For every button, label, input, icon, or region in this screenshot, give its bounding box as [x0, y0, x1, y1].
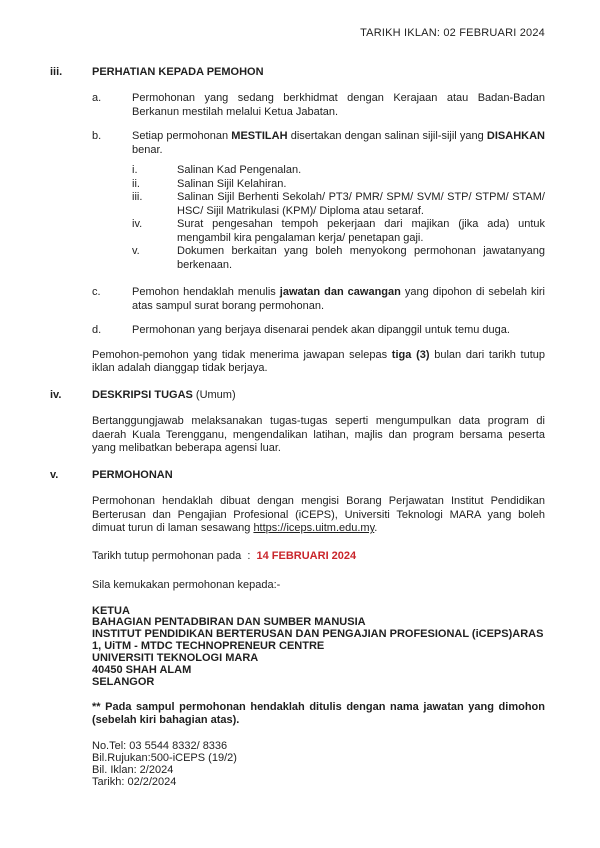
sublist-item	[132, 191, 545, 218]
item-c	[92, 286, 545, 313]
address-line: UNIVERSITI TEKNOLOGI MARA	[92, 652, 259, 665]
application-body	[92, 495, 545, 536]
item-c-post: yang dipohon di sebelah kiri atas sampul surat borang permohonan.	[132, 286, 545, 312]
address-line: SELANGOR	[92, 675, 155, 688]
section-application-heading	[50, 469, 545, 483]
sublist-item-label: i.	[132, 164, 138, 176]
item-c-bold: jawatan dan cawangan	[279, 286, 401, 298]
item-d-label: d.	[92, 324, 102, 336]
sublist-item-text: Salinan Kad Pengenalan.	[177, 164, 302, 176]
application-body-post: .	[374, 522, 378, 534]
iceps-website-link[interactable]: https://iceps.uitm.edu.my	[253, 522, 375, 534]
envelope-note: ** Pada sampul permohonan hendaklah ditulis dengan nama jawatan yang dimohon (sebelah kiri bahagian atas).	[92, 700, 545, 727]
footer-line: No.Tel: 03 5544 8332/ 8336	[92, 739, 228, 752]
item-b-post: benar.	[132, 143, 163, 156]
item-d-text: Permohonan yang berjaya disenarai pendek akan dipanggil untuk temu duga.	[132, 324, 510, 336]
item-b-label: b.	[92, 130, 102, 142]
item-a-label: a.	[92, 92, 102, 104]
address-line: 40450 SHAH ALAM	[92, 664, 192, 677]
section-attention-title: PERHATIAN KEPADA PEMOHON	[92, 65, 264, 78]
item-b-mid: disertakan dengan salinan sijil-sijil yang	[287, 130, 487, 142]
footer-block	[92, 740, 545, 788]
note-post: bulan dari tarikh tutup iklan adalah dianggap tidak berjaya.	[92, 348, 545, 374]
section-attention-heading	[50, 66, 545, 80]
address-block	[92, 606, 545, 689]
item-b-bold1: MESTILAH	[231, 130, 288, 142]
application-body-pre: Permohonan hendaklah dibuat dengan mengisi Borang Perjawatan Institut Pendidikan Berterusan dan Pengajian Profesional (iCEPS), Universiti Teknologi MARA yang boleh dimuat turun di laman sesawang	[92, 495, 545, 534]
sublist-item-text: Dokumen berkaitan yang boleh menyokong permohonan jawatanyang berkenaan.	[177, 245, 545, 271]
section-application-numeral: v.	[50, 468, 59, 481]
item-b-pre: Setiap permohonan	[132, 130, 232, 142]
address-line: BAHAGIAN PENTADBIRAN DAN SUMBER MANUSIA	[92, 616, 366, 629]
address-line: INSTITUT PENDIDIKAN BERTERUSAN DAN PENGAJIAN PROFESIONAL (iCEPS)ARAS	[92, 628, 544, 641]
item-a	[92, 92, 545, 119]
advert-date: TARIKH IKLAN: 02 FEBRUARI 2024	[360, 27, 545, 39]
note-bold: tiga (3)	[391, 348, 430, 361]
footer-line: Tarikh: 02/2/2024	[92, 775, 177, 788]
footer-line: Bil. Iklan: 2/2024	[92, 763, 174, 776]
section-description-title	[92, 389, 545, 403]
item-a-text: Permohonan yang sedang berkhidmat dengan Kerajaan atau Badan-Badan Berkanun mestilah melalui Ketua Jabatan.	[132, 92, 545, 118]
item-d	[92, 324, 545, 338]
item-b	[92, 130, 545, 157]
sublist-item-label: iii.	[132, 191, 143, 203]
sublist-item-label: ii.	[132, 177, 140, 190]
deadline-line	[92, 550, 545, 564]
item-c-label: c.	[92, 286, 101, 298]
section-application-title: PERMOHONAN	[92, 468, 173, 481]
sublist-item-text: Salinan Sijil Berhenti Sekolah/ PT3/ PMR/ SPM/ SVM/ STP/ STPM/ STAM/ HSC/ Sijil Matrikulasi (KPM)/ Diploma atau setaraf.	[177, 191, 545, 217]
deadline-date: 14 FEBRUARI 2024	[256, 549, 357, 562]
item-b-text	[132, 130, 545, 157]
note-pre: Pemohon-pemohon yang tidak menerima jawapan selepas	[92, 348, 392, 361]
sublist-item	[132, 178, 545, 192]
footer-line: Bil.Rujukan:500-iCEPS (19/2)	[92, 751, 237, 764]
section-attention-numeral: iii.	[50, 65, 63, 78]
sublist-item-label: iv.	[132, 218, 143, 230]
deadline-label: Tarikh tutup permohonan pada :	[92, 549, 257, 562]
address-line: KETUA	[92, 604, 130, 617]
description-title-suffix: (Umum)	[192, 388, 236, 401]
sublist-item-text: Surat pengesahan tempoh pekerjaan dari majikan (jika ada) untuk mengambil kira pengalaman kerja/ penetapan gaji.	[177, 218, 545, 244]
address-line: 1, UiTM - MTDC TECHNOPRENEUR CENTRE	[92, 640, 325, 653]
sublist-item-label: v.	[132, 245, 140, 257]
submit-line: Sila kemukakan permohonan kepada:-	[92, 579, 281, 591]
sublist-item	[132, 218, 545, 245]
item-b-bold2: DISAHKAN	[486, 130, 545, 142]
no-reply-note	[92, 349, 545, 376]
sublist-item	[132, 245, 545, 272]
certificate-sublist	[132, 164, 545, 272]
section-description-heading	[50, 389, 545, 403]
item-c-text	[132, 286, 545, 313]
sublist-item	[132, 164, 545, 178]
sublist-item-text: Salinan Sijil Kelahiran.	[177, 177, 287, 190]
description-body: Bertanggungjawab melaksanakan tugas-tugas seperti mengumpulkan data program di daerah Kuala Terengganu, mengendalikan latihan, majlis dan program bersama peserta yang melibatkan beberapa agensi luar.	[92, 415, 545, 454]
description-title-bold: DESKRIPSI TUGAS	[92, 388, 193, 401]
section-description-numeral: iv.	[50, 388, 62, 401]
item-c-pre: Pemohon hendaklah menulis	[132, 286, 280, 298]
